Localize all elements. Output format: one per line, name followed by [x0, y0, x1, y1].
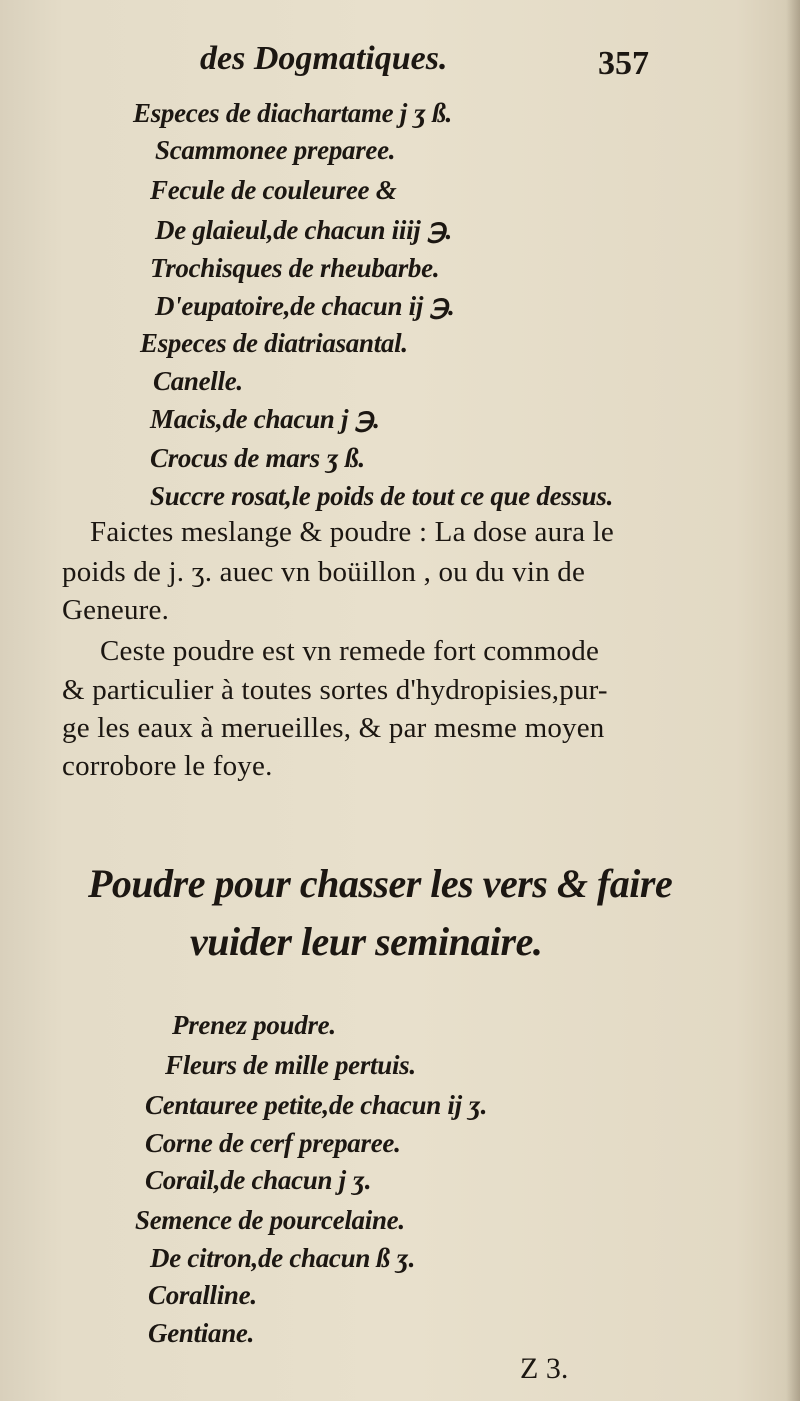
recipe-line: Semence de pourcelaine. — [135, 1205, 405, 1235]
recipe-line: Canelle. — [153, 366, 243, 396]
text-line: Faictes meslange & poudre : La dose aura le — [90, 516, 614, 548]
text-line: corrobore le foye. — [62, 750, 273, 782]
recipe-line: Coralline. — [148, 1280, 257, 1310]
section-heading: vuider leur seminaire. — [190, 919, 543, 964]
recipe-line: Crocus de mars ʒ ß. — [150, 443, 365, 473]
recipe-line: Scammonee preparee. — [155, 135, 396, 165]
recipe-line: Corne de cerf preparee. — [145, 1128, 401, 1158]
text-line: poids de j. ʒ. auec vn boüillon , ou du vin de — [62, 556, 586, 588]
page-edge-shadow — [786, 0, 800, 1401]
recipe-line: D'eupatoire,de chacun ij ℈. — [155, 291, 455, 321]
recipe-line: Centauree petite,de chacun ij ʒ. — [145, 1090, 488, 1120]
recipe-line: Especes de diatriasantal. — [140, 328, 408, 358]
recipe-line: Succre rosat,le poids de tout ce que dessus. — [150, 481, 614, 511]
recipe-line: De citron,de chacun ß ʒ. — [150, 1243, 416, 1273]
recipe-line: Fleurs de mille pertuis. — [165, 1050, 416, 1080]
text-line: ge les eaux à merueilles, & par mesme moyen — [62, 712, 605, 744]
recipe-line: Corail,de chacun j ʒ. — [145, 1165, 372, 1195]
page-number: 357 — [598, 45, 649, 82]
section-heading: Poudre pour chasser les vers & faire — [88, 861, 673, 906]
recipe-line: Trochisques de rheubarbe. — [150, 253, 440, 283]
text-line: Ceste poudre est vn remede fort commode — [100, 635, 600, 667]
signature-mark: Z 3. — [520, 1352, 569, 1385]
recipe-line: Macis,de chacun j ℈. — [150, 404, 380, 434]
text-line: Geneure. — [62, 594, 170, 626]
recipe-line: Prenez poudre. — [172, 1010, 336, 1040]
text-line: & particulier à toutes sortes d'hydropisies,pur- — [62, 674, 608, 706]
recipe-line: De glaieul,de chacun iiij ℈. — [155, 215, 452, 245]
recipe-line: Gentiane. — [148, 1318, 255, 1348]
recipe-line: Especes de diachartame j ʒ ß. — [133, 98, 452, 128]
running-head: des Dogmatiques. — [200, 40, 448, 77]
recipe-line: Fecule de couleuree & — [150, 175, 397, 205]
